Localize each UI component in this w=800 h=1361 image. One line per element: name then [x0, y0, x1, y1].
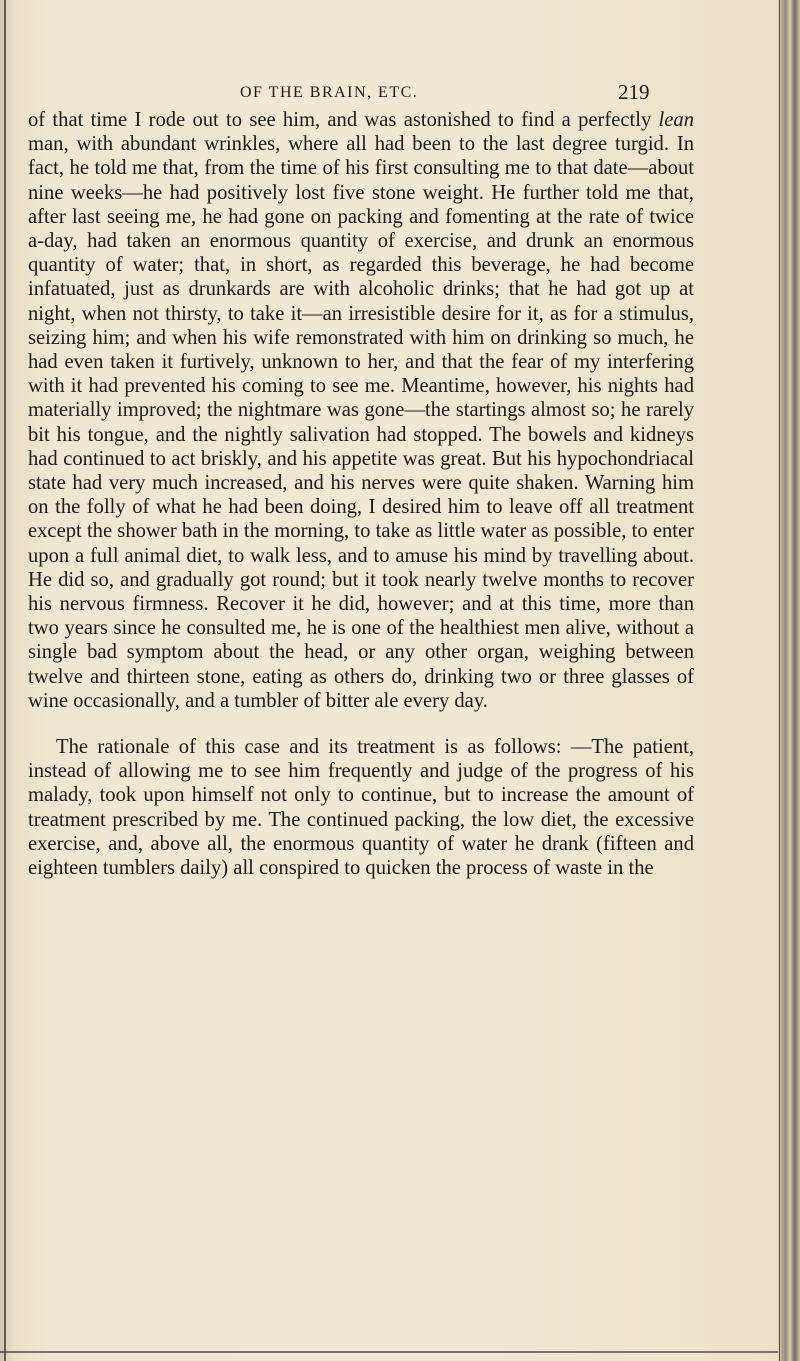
paragraph-2: The rationale of this case and its treatment is as follows: —The patient, instead of allowing me to see him frequently and judge of the progress of his malady, took upon himself not only to continue, but to increase the amount of treatment prescribed by me. The continued packing, the low diet, the excessive exercise, and, above all, the enormous quantity of water he drank (fifteen and eighteen tumblers daily) all conspired to quicken the process of waste in the [28, 736, 694, 880]
paragraph-1-text-b: man, with abundant wrinkles, where all had been to the last degree turgid. In fact, he told me that, from the time of his first consulting me to that date—about nine weeks—he had positively lost five stone weight. He further told me that, after last seeing me, he had gone on packing and fomenting at the rate of twice a-day, had taken an enormous quantity of exercise, and drunk an enormous quantity of water; that, in short, as regarded this beverage, he had become infatuated, just as drunkards are with alcoholic drinks; that he had got up at night, when not thirsty, to take it—an irresistible desire for it, as for a stimulus, seizing him; and when his wife remonstrated with him on drinking so much, he had even taken it furtively, unknown to her, and that the fear of my interfering with it had prevented his coming to see me. Meantime, however, his nights had materially improved; the nightmare was gone—the startings almost so; he rarely bit his tongue, and the nightly salivation had stopped. The bowels and kidneys had continued to act briskly, and his appetite was great. But his hypochondriacal state had very much increased, and his nerves were quite shaken. Warning him on the folly of what he had been doing, I desired him to leave off all treatment except the shower bath in the morning, to take as little water as possible, to enter upon a full animal diet, to walk less, and to amuse his mind by travelling about. He did so, and gradually got round; but it took nearly twelve months to recover his nervous firmness. Recover it he did, however; and at this time, more than two years since he consulted me, he is one of the healthiest men alive, without a single bad symptom about the head, or any other organ, weighing between twelve and thirteen stone, eating as others do, drinking two or three glasses of wine occasionally, and a tumbler of bitter ale every day. [28, 133, 694, 712]
bottom-edge-rule [0, 1351, 778, 1353]
page-number: 219 [618, 80, 650, 104]
running-head: OF THE BRAIN, ETC. [240, 84, 419, 101]
adjacent-page-edges [778, 0, 800, 1361]
body-text [28, 108, 694, 880]
paragraph-1 [28, 108, 694, 713]
italic-word: lean [658, 109, 694, 131]
page-binding-edge [0, 0, 14, 1361]
paragraph-1-text-a: of that time I rode out to see him, and was astonished to find a perfectly [28, 109, 659, 131]
binding-rule [4, 0, 6, 1361]
page-edge-line [779, 0, 780, 1361]
